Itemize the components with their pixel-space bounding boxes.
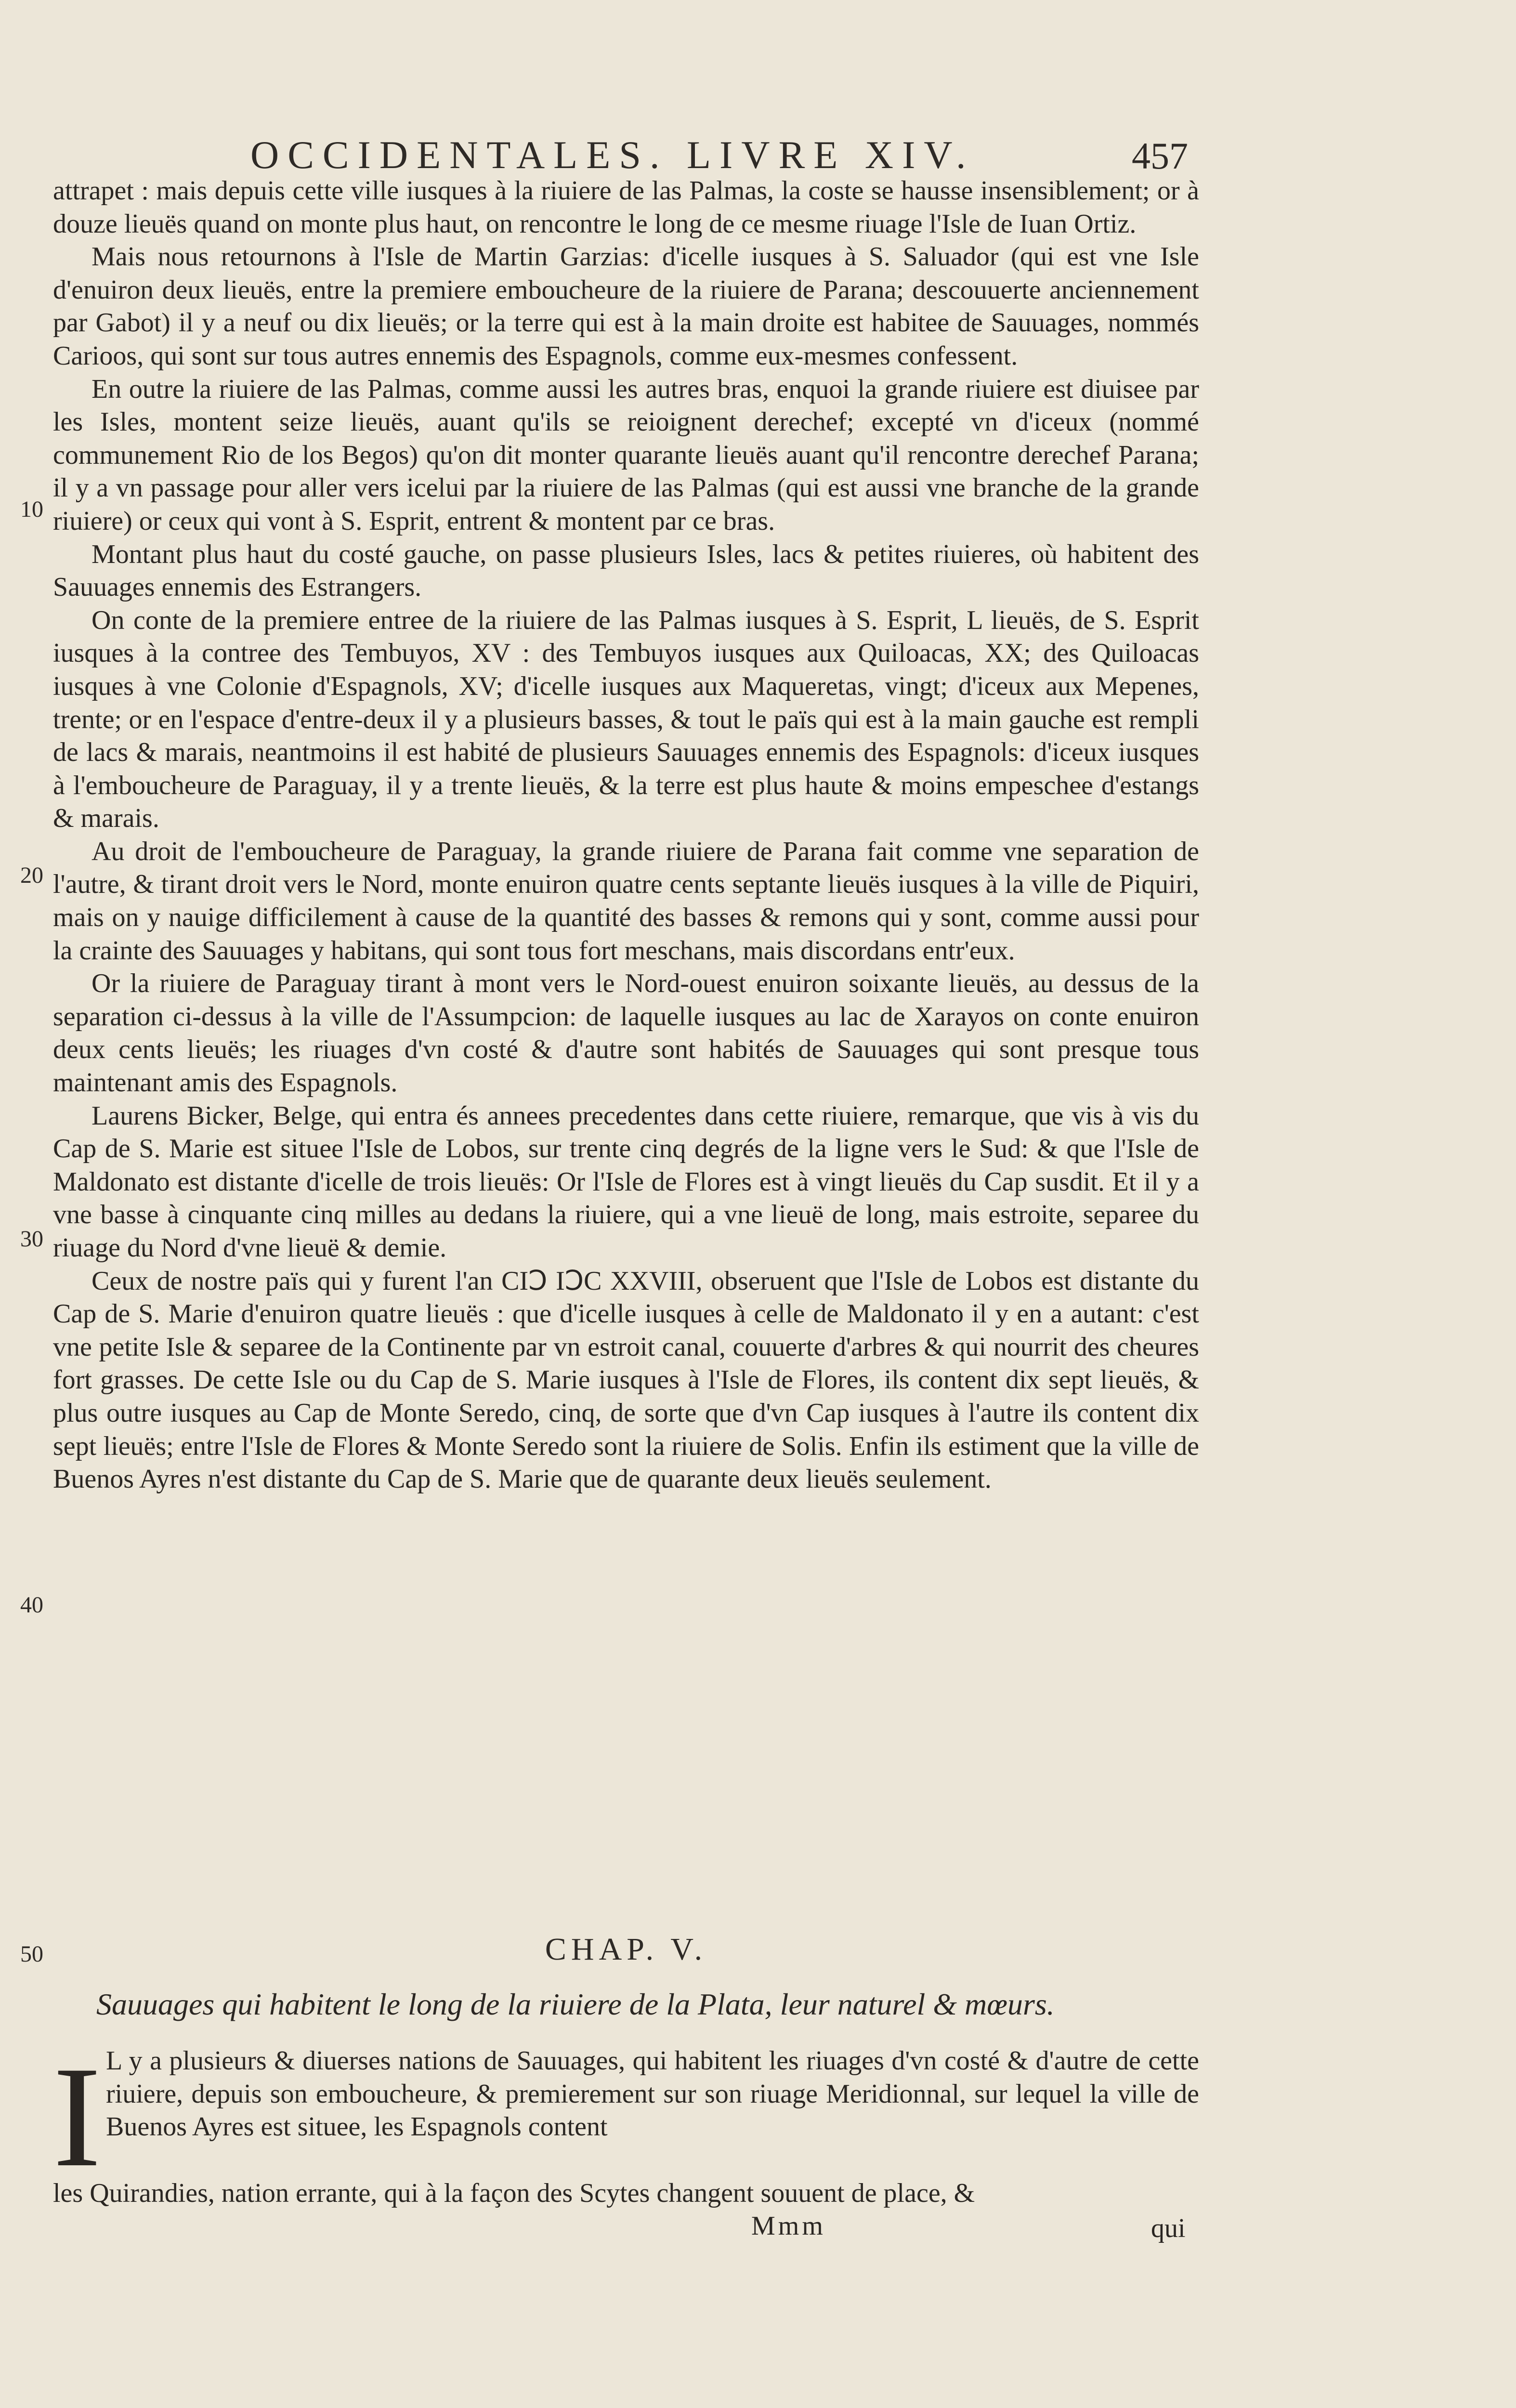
main-text <box>53 174 1199 1496</box>
paragraph-5: On conte de la premiere entree de la riuiere de las Palmas iusques à S. Esprit, L lieuës, de S. Esprit iusques à la contree des Tembuyos, XV : des Tembuyos iusques aux Quiloacas, XX; des Quiloacas iusques à vne Colonie d'Espagnols, XV; d'icelle iusques aux Maqueretas, vingt; d'iceux aux Mepenes, trente; or en l'espace d'entre-deux il y a plusieurs basses, & tout le païs qui est à la main gauche est rempli de lacs & marais, neantmoins il est habité de plusieurs Sauuages ennemis des Espagnols: d'iceux iusques à l'emboucheure de Paraguay, il y a trente lieuës, & la terre est plus haute & moins empeschee d'estangs & marais. <box>53 605 1199 834</box>
chapter-title: Sauuages qui habitent le long de la riuiere de la Plata, leur naturel & mœurs. <box>96 1987 1055 2021</box>
catchword: qui <box>1151 2213 1186 2243</box>
paragraph-7: Or la riuiere de Paraguay tirant à mont vers le Nord-ouest enuiron soixante lieuës, au dessus de la separation ci-dessus à la ville de l'Assumpcion: de laquelle iusques au lac de Xarayos on conte enuiron deux cents lieuës; les riuages d'vn costé & d'autre sont habités de Sauuages qui sont presque tous maintenant amis des Espagnols. <box>53 968 1199 1098</box>
drop-cap: I <box>53 2037 101 2197</box>
paragraph-2: Mais nous retournons à l'Isle de Martin Garzias: d'icelle iusques à S. Saluador (qui est vne Isle d'enuiron deux lieuës, entre la premiere emboucheure de la riuiere de Parana; descouuerte anciennement par Gabot) il y a neuf ou dix lieuës; or la terre qui est à la main droite est habitee de Sauuages, nommés Carioos, qui sont sur tous autres ennemis des Espagnols, comme eux-mesmes confessent. <box>53 242 1199 371</box>
page-number: 457 <box>1132 135 1188 177</box>
paragraph-1: attrapet : mais depuis cette ville iusques à la riuiere de las Palmas, la coste se hausse insensiblement; or à douze lieuës quand on monte plus haut, on rencontre le long de ce mesme riuage l'Isle de Iuan Ortiz. <box>53 176 1199 239</box>
paragraph-4: Montant plus haut du costé gauche, on passe plusieurs Isles, lacs & petites riuieres, où habitent des Sauuages ennemis des Estrangers. <box>53 539 1199 602</box>
line-number-40: 40 <box>20 1592 43 1618</box>
paragraph-8: Laurens Bicker, Belge, qui entra és annees precedentes dans cette riuiere, remarque, que vis à vis du Cap de S. Marie est situee l'Isle de Lobos, sur trente cinq degrés de la ligne vers le Sud: & que l'Isle de Maldonato est distante d'icelle de trois lieuës: Or l'Isle de Flores est à vingt lieuës du Cap susdit. Et il y a vne basse à cinquante cinq milles au dedans la riuiere, qui a vne lieuë de long, mais estroite, separee du riuage du Nord d'vne lieuë & demie. <box>53 1100 1199 1263</box>
line-number-50: 50 <box>20 1941 43 1967</box>
paragraph-6: Au droit de l'emboucheure de Paraguay, la grande riuiere de Parana fait comme vne separation de l'autre, & tirant droit vers le Nord, monte enuiron quatre cents septante lieuës iusques à la ville de Piquiri, mais on y nauige difficilement à cause de la quantité des basses & remons qui y sont, comme aussi pour la crainte des Sauuages y habitans, qui sont tous fort meschans, mais discordans entr'eux. <box>53 836 1199 966</box>
line-number-30: 30 <box>20 1226 43 1252</box>
line-number-20: 20 <box>20 863 43 888</box>
line-number-10: 10 <box>20 497 43 522</box>
paragraph-3: En outre la riuiere de las Palmas, comme aussi les autres bras, enquoi la grande riuiere est diuisee par les Isles, montent seize lieuës, auant qu'ils se reioignent derechef; excepté vn d'iceux (nommé communement Rio de los Begos) qu'on dit monter quarante lieuës auant qu'il rencontre derechef Parana; il y a vn passage pour aller vers icelui par la riuiere de las Palmas (qui est aussi vne branche de la grande riuiere) or ceux qui vont à S. Esprit, entrent & montent par ce bras. <box>53 374 1199 536</box>
chapter-opening-text: L y a plusieurs & diuerses nations de Sauuages, qui habitent les riuages d'vn costé & d'autre de cette riuiere, depuis son emboucheure, & premierement sur son riuage Meridionnal, sur lequel la ville de Buenos Ayres est situee, les Espagnols content <box>106 2046 1199 2142</box>
chapter-heading: CHAP. V. <box>545 1932 707 1967</box>
paragraph-9: Ceux de nostre païs qui y furent l'an CIↃ IↃC XXVIII, obseruent que l'Isle de Lobos est distante du Cap de S. Marie d'enuiron quatre lieuës : que d'icelle iusques à celle de Maldonato il y en a autant: c'est vne petite Isle & separee de la Continente par vn estroit canal, couuerte d'arbres & qui nourrit des cheures fort grasses. De cette Isle ou du Cap de S. Marie iusques à l'Isle de Flores, ils content dix sept lieuës, & plus outre iusques au Cap de Monte Seredo, cinq, de sorte que d'vn Cap iusques à l'autre ils content dix sept lieuës; entre l'Isle de Flores & Monte Seredo sont la riuiere de Solis. Enfin ils estiment que la ville de Buenos Ayres n'est distante du Cap de S. Marie que de quarante deux lieuës seulement. <box>53 1266 1199 1494</box>
signature-mark: Mmm <box>751 2211 826 2241</box>
running-head: OCCIDENTALES. LIVRE XIV. <box>250 133 975 177</box>
chapter-continuation-text: les Quirandies, nation errante, qui à la façon des Scytes changent souuent de place, & <box>53 2178 975 2208</box>
